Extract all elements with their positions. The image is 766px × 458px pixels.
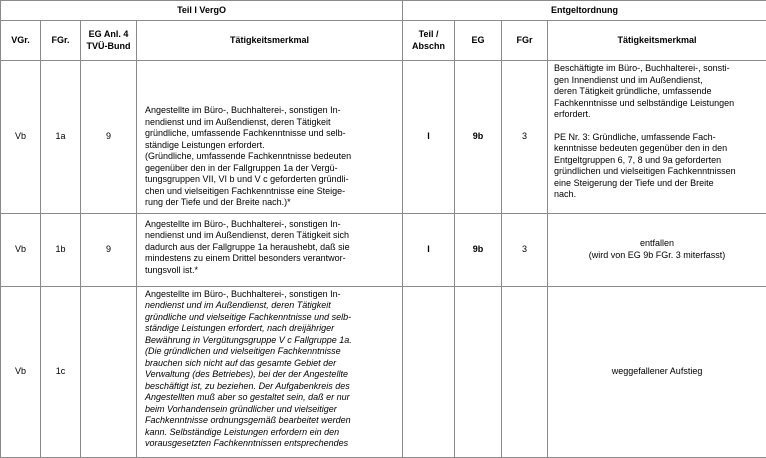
text-line: brauchen sich nicht auf das gesamte Gebiet der bbox=[145, 358, 396, 370]
text-line: Fachkenntnisse und selbständige Leistungen bbox=[554, 98, 760, 110]
col-header-fgr: FGr. bbox=[41, 21, 81, 61]
col-header-teil-abschn bbox=[403, 21, 455, 61]
text-line: deren Tätigkeit gründliche, umfassende bbox=[554, 86, 760, 98]
text-line: gen Innendienst und im Außendienst, bbox=[554, 75, 760, 87]
text-line: (wird von EG 9b FGr. 3 miterfasst) bbox=[548, 250, 766, 262]
text-line: beim Vorhandensein gründlicher und vielseitiger bbox=[145, 404, 396, 416]
cell-eg-anl bbox=[81, 286, 137, 457]
col-header-eg: EG bbox=[455, 21, 502, 61]
cell-teil: I bbox=[403, 213, 455, 286]
table-row bbox=[1, 61, 766, 214]
text-line: kenntnisse bedeuten gegenüber den in den bbox=[554, 143, 760, 155]
col-header-teil-line1: Teil / bbox=[403, 29, 454, 41]
text-line: nendienst und im Außendienst, deren Tätigkeit sich bbox=[145, 230, 396, 242]
cell-eg-anl: 9 bbox=[81, 213, 137, 286]
text-line: nendienst und im Außendienst, deren Tätigkeit bbox=[145, 300, 396, 312]
text-line: erfordert. bbox=[554, 109, 760, 121]
cell-eg: 9b bbox=[455, 61, 502, 214]
cell-taetigkeitsmerkmal-right bbox=[548, 61, 766, 214]
cell-eg bbox=[455, 286, 502, 457]
col-header-vgr: VGr. bbox=[1, 21, 41, 61]
text-line: dadurch aus der Fallgruppe 1a heraushebt, daß sie bbox=[145, 242, 396, 254]
cell-vgr: Vb bbox=[1, 213, 41, 286]
text-line: (Gründliche, umfassende Fachkenntnisse bedeuten bbox=[145, 151, 396, 163]
table-row bbox=[1, 286, 766, 457]
cell-vgr: Vb bbox=[1, 286, 41, 457]
text-line: beschäftigt ist, zu beziehen. Der Aufgabenkreis des bbox=[145, 381, 396, 393]
text-line: kann. Selbständige Leistungen erfordern ein den bbox=[145, 427, 396, 439]
cell-fgr2: 3 bbox=[502, 61, 548, 214]
text-line: PE Nr. 3: Gründliche, umfassende Fach- bbox=[554, 132, 760, 144]
text-line: entfallen bbox=[548, 238, 766, 250]
text-line: chen und vielseitigen Fachkenntnisse eine Steige- bbox=[145, 186, 396, 198]
text-line: rung der Tiefe und der Breite nach.)* bbox=[145, 197, 396, 209]
text-line: Angestellte im Büro-, Buchhalterei-, sonstigen In- bbox=[145, 219, 396, 231]
text-line: ständige Leistungen erfordert. bbox=[145, 140, 396, 152]
group-header-entgeltordnung: Entgeltordnung bbox=[403, 1, 766, 21]
column-header-row bbox=[1, 21, 766, 61]
text-line: Beschäftigte im Büro-, Buchhalterei-, sonsti- bbox=[554, 63, 760, 75]
cell-taetigkeitsmerkmal bbox=[137, 286, 403, 457]
cell-vgr: Vb bbox=[1, 61, 41, 214]
col-header-taetigkeitsmerkmal: Tätigkeitsmerkmal bbox=[137, 21, 403, 61]
text-line: Angestellte im Büro-, Buchhalterei-, sonstigen In- bbox=[145, 289, 396, 301]
cell-teil: I bbox=[403, 61, 455, 214]
col-header-eg-anl bbox=[81, 21, 137, 61]
text-line: Fachkenntnisse ordnungsgemäß bearbeitet werden bbox=[145, 415, 396, 427]
text-line: gründliche, umfassende Fachkenntnisse und selb- bbox=[145, 128, 396, 140]
text-line: (Die gründlichen und vielseitigen Fachkenntnisse bbox=[145, 346, 396, 358]
text-line: tungsgruppen VII, VI b und V c geforderten gründli- bbox=[145, 174, 396, 186]
col-header-taetigkeitsmerkmal-right: Tätigkeitsmerkmal bbox=[548, 21, 766, 61]
cell-fgr2 bbox=[502, 286, 548, 457]
text-line: mindestens zu einem Drittel besonders verantwor- bbox=[145, 253, 396, 265]
cell-taetigkeitsmerkmal bbox=[137, 213, 403, 286]
text-line: Angestellte im Büro-, Buchhalterei-, sonstigen In- bbox=[145, 105, 396, 117]
text-line: nendienst und im Außendienst, deren Tätigkeit bbox=[145, 117, 396, 129]
group-header-teil-i-vergo: Teil I VergO bbox=[1, 1, 403, 21]
text-line: Entgeltgruppen 6, 7, 8 und 9a geforderten bbox=[554, 155, 760, 167]
cell-fgr: 1b bbox=[41, 213, 81, 286]
col-header-teil-line2: Abschn bbox=[403, 41, 454, 53]
cell-eg: 9b bbox=[455, 213, 502, 286]
text-line: gründliche und vielseitige Fachkenntnisse und selb- bbox=[145, 312, 396, 324]
text-line: Bewährung in Vergütungsgruppe V c Fallgruppe 1a. bbox=[145, 335, 396, 347]
text-line: nach. bbox=[554, 189, 760, 201]
col-header-eg-anl-line1: EG Anl. 4 bbox=[81, 29, 136, 41]
text-line: Angestellten muß aber so gestaltet sein, daß er nur bbox=[145, 392, 396, 404]
col-header-fgr2: FGr bbox=[502, 21, 548, 61]
cell-teil bbox=[403, 286, 455, 457]
group-header-row bbox=[1, 1, 766, 21]
text-line: vorausgesetzten Fachkenntnissen entsprechendes bbox=[145, 438, 396, 450]
text-line: eine Steigerung der Tiefe und der Breite bbox=[554, 178, 760, 190]
col-header-eg-anl-line2: TVÜ-Bund bbox=[81, 41, 136, 53]
cell-taetigkeitsmerkmal-right: weggefallener Aufstieg bbox=[548, 286, 766, 457]
text-line: gegenüber den in der Fallgruppen 1a der Vergü- bbox=[145, 163, 396, 175]
text-line: gründlichen und vielseitigen Fachkenntnissen bbox=[554, 166, 760, 178]
cell-eg-anl: 9 bbox=[81, 61, 137, 214]
text-line: ständige Leistungen erfordert, nach dreijähriger bbox=[145, 323, 396, 335]
table-row bbox=[1, 213, 766, 286]
text-line: Verwaltung (des Betriebes), bei der der Angestellte bbox=[145, 369, 396, 381]
cell-fgr: 1c bbox=[41, 286, 81, 457]
cell-fgr2: 3 bbox=[502, 213, 548, 286]
cell-taetigkeitsmerkmal-right bbox=[548, 213, 766, 286]
text-line: tungsvoll ist.* bbox=[145, 265, 396, 277]
cell-fgr: 1a bbox=[41, 61, 81, 214]
cell-taetigkeitsmerkmal bbox=[137, 61, 403, 214]
